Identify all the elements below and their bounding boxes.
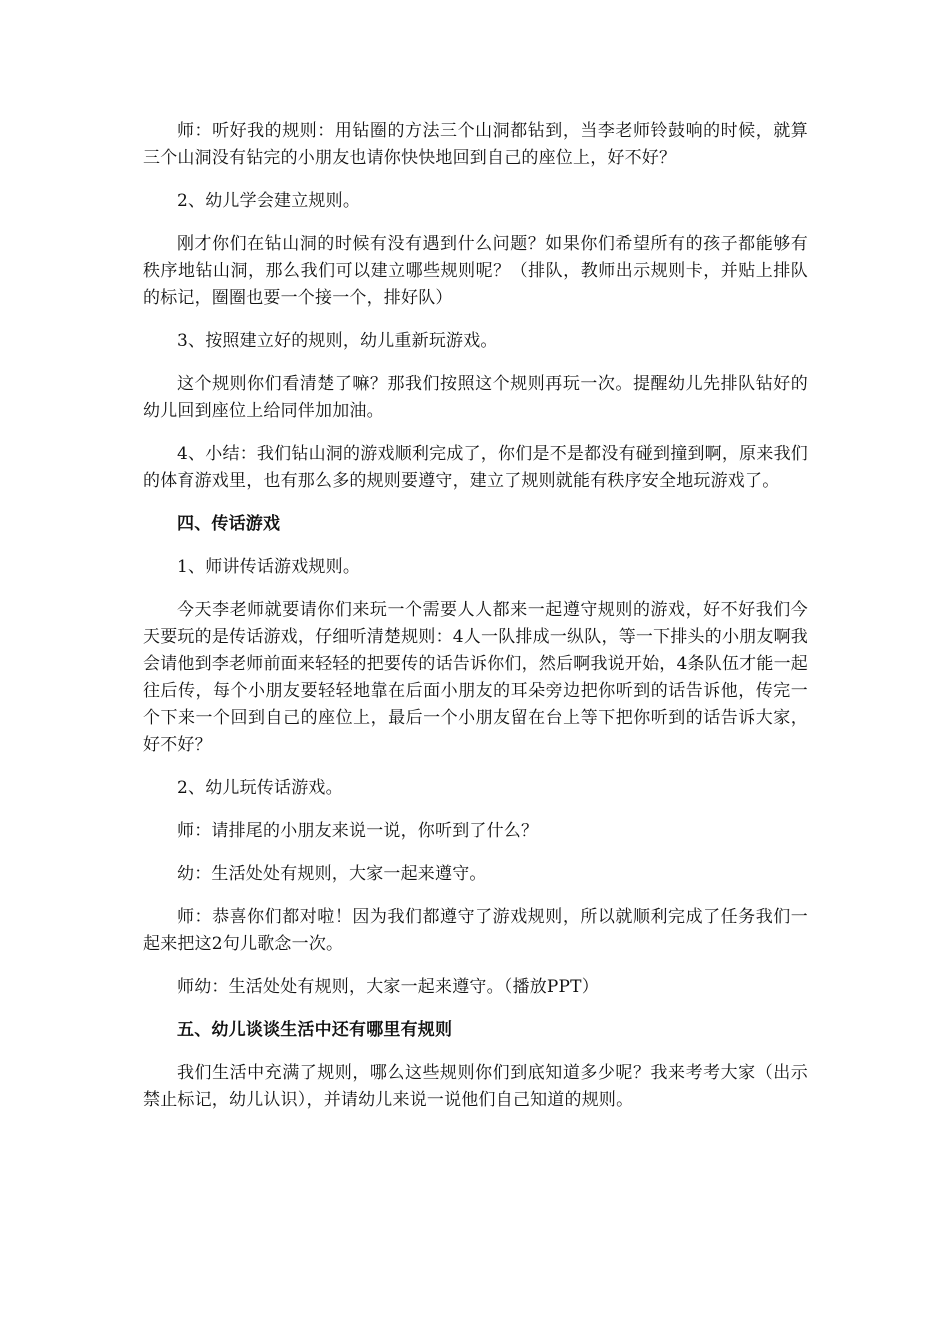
section-heading-5: 五、幼儿谈谈生活中还有哪里有规则 — [177, 1020, 453, 1040]
paragraph-replay: 这个规则你们看清楚了嘛？那我们按照这个规则再玩一次。提醒幼儿先排队钻好的幼儿回到座位上给同伴加加油。 — [143, 374, 808, 421]
paragraph-step-2: 2、幼儿学会建立规则。 — [177, 191, 361, 211]
section-heading-4: 四、传话游戏 — [177, 514, 281, 534]
paragraph-step-3: 3、按照建立好的规则，幼儿重新玩游戏。 — [177, 331, 498, 351]
paragraph-child-answer: 幼：生活处处有规则，大家一起来遵守。 — [177, 864, 487, 884]
document-page — [143, 118, 808, 1130]
paragraph-game-rules: 今天李老师就要请你们来玩一个需要人人都来一起遵守规则的游戏，好不好我们今天要玩的是传话游戏，仔细听清楚规则：4人一队排成一纵队，等一下排头的小朋友啊我会请他到李老师前面来轻轻的把要传的话告诉你们，然后啊我说开始，4条队伍才能一起往后传，每个小朋友要轻轻地靠在后面小朋友的耳朵旁边把你听到的话告诉他，传完一个下来一个回到自己的座位上，最后一个小朋友留在台上等下把你听到的话告诉大家，好不好？ — [143, 600, 808, 755]
paragraph-game-rules-title: 1、师讲传话游戏规则。 — [177, 557, 361, 577]
paragraph-chant: 师幼：生活处处有规则，大家一起来遵守。（播放PPT） — [177, 977, 599, 997]
paragraph-cave-question: 刚才你们在钻山洞的时候有没有遇到什么问题？如果你们希望所有的孩子都能够有秩序地钻山洞，那么我们可以建立哪些规则呢？（排队，教师出示规则卡，并贴上排队的标记，圈圈也要一个接一个，排好队） — [143, 234, 808, 308]
paragraph-life-rules: 我们生活中充满了规则，哪么这些规则你们到底知道多少呢？我来考考大家（出示禁止标记，幼儿认识），并请幼儿来说一说他们自己知道的规则。 — [143, 1063, 808, 1110]
paragraph-play-game: 2、幼儿玩传话游戏。 — [177, 778, 343, 798]
paragraph-teacher-ask: 师：请排尾的小朋友来说一说，你听到了什么？ — [177, 821, 539, 841]
paragraph-summary: 4、小结：我们钻山洞的游戏顺利完成了，你们是不是都没有碰到撞到啊，原来我们的体育游戏里，也有那么多的规则要遵守，建立了规则就能有秩序安全地玩游戏了。 — [143, 444, 808, 491]
paragraph-teacher-rules: 师：听好我的规则：用钻圈的方法三个山洞都钻到，当李老师铃鼓响的时候，就算三个山洞没有钻完的小朋友也请你快快地回到自己的座位上，好不好？ — [143, 121, 808, 168]
paragraph-congrats: 师：恭喜你们都对啦！因为我们都遵守了游戏规则，所以就顺利完成了任务我们一起来把这2句儿歌念一次。 — [143, 907, 808, 954]
